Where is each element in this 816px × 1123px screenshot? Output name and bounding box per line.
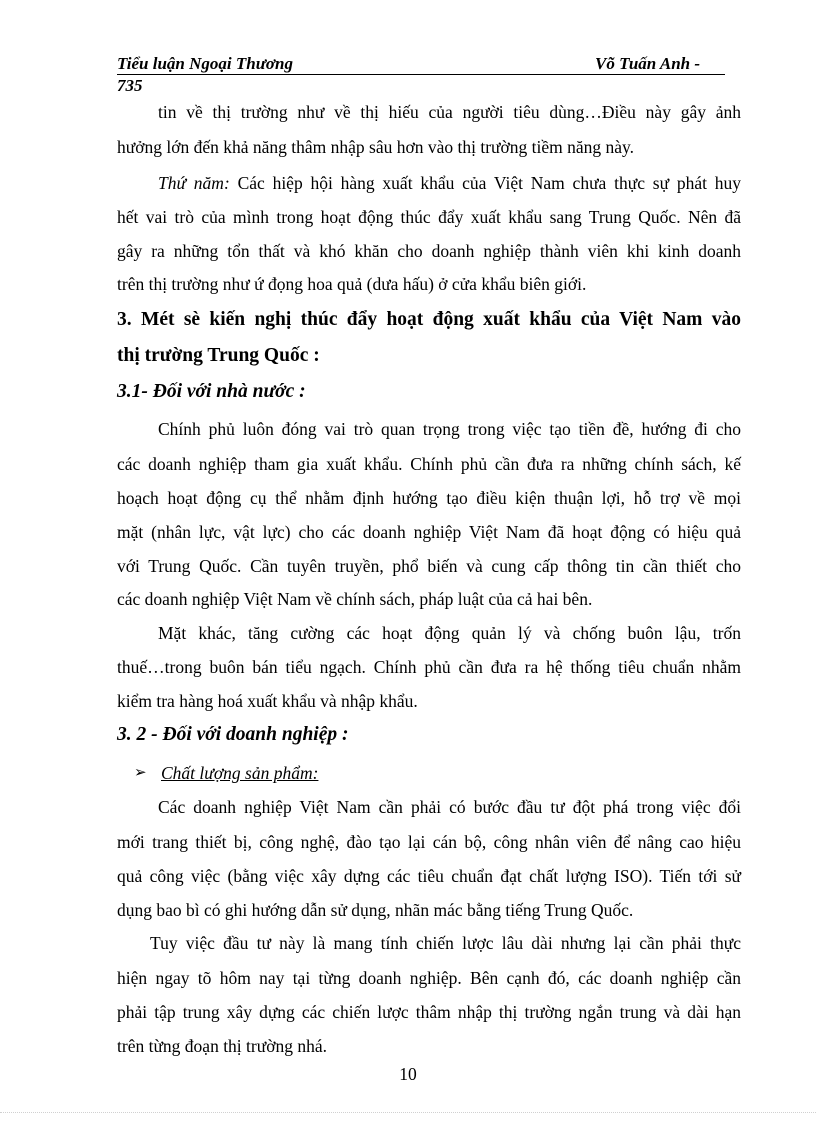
body-line: Chính phủ luôn đóng vai trò quan trọng trong việc tạo tiền đề, hướng đi cho xyxy=(158,419,741,439)
body-line: Các doanh nghiệp Việt Nam cần phải có bước đầu tư đột phá trong việc đổi xyxy=(158,797,741,817)
body-text: Các hiệp hội hàng xuất khẩu của Việt Nam chưa thực sự phát huy xyxy=(237,173,741,193)
page-number: 10 xyxy=(399,1064,417,1084)
body-line: hết vai trò của mình trong hoạt động thúc đẩy xuất khẩu sang Trung Quốc. Nên đã xyxy=(117,207,741,227)
bullet-label: Chất lượng sản phẩm: xyxy=(161,763,319,783)
section-heading: thị trường Trung Quốc : xyxy=(117,345,320,366)
body-line: mặt (nhân lực, vật lực) cho các doanh nghiệp Việt Nam đã hoạt động có hiệu quả xyxy=(117,522,741,542)
body-line: các doanh nghiệp Việt Nam về chính sách, pháp luật của cả hai bên. xyxy=(117,589,593,609)
footer-divider xyxy=(0,1112,816,1113)
paragraph-line xyxy=(158,172,741,194)
body-line: trên thị trường như ứ đọng hoa quả (dưa hấu) ở cửa khẩu biên giới. xyxy=(117,274,587,294)
body-line: phải tập trung xây dựng các chiến lược thâm nhập thị trường ngắn trung và dài hạn xyxy=(117,1002,741,1022)
header-number: 735 xyxy=(117,76,143,95)
body-line: với Trung Quốc. Cần tuyên truyền, phổ biến và cung cấp thông tin cần thiết cho xyxy=(117,556,741,576)
body-line: gây ra những tổn thất và khó khăn cho doanh nghiệp thành viên khi kinh doanh xyxy=(117,241,741,261)
header-author: Võ Tuấn Anh - xyxy=(595,54,701,73)
body-line: thuế…trong buôn bán tiểu ngạch. Chính phủ cần đưa ra hệ thống tiêu chuẩn nhằm xyxy=(117,657,741,677)
body-line: quả công việc (bằng việc xây dựng các tiêu chuẩn đạt chất lượng ISO). Tiến tới sử xyxy=(117,866,741,886)
body-line: mới trang thiết bị, công nghệ, đào tạo lại cán bộ, công nhân viên để nâng cao hiệu xyxy=(117,832,741,852)
page-header xyxy=(117,52,725,75)
body-line: tin về thị trường như về thị hiếu của người tiêu dùng…Điều này gây ảnh xyxy=(158,102,741,122)
section-heading: 3. Mét sè kiến nghị thúc đẩy hoạt động xuất khẩu của Việt Nam vào xyxy=(117,309,741,330)
body-line: hưởng lớn đến khả năng thâm nhập sâu hơn vào thị trường tiềm năng này. xyxy=(117,137,635,157)
body-line: kiểm tra hàng hoá xuất khẩu và nhập khẩu. xyxy=(117,691,418,711)
body-line: dụng bao bì có ghi hướng dẫn sử dụng, nhãn mác bằng tiếng Trung Quốc. xyxy=(117,900,634,920)
emphasis-label: Thứ năm: xyxy=(158,173,230,193)
body-line: hoạch hoạt động cụ thể nhằm định hướng tạo điều kiện thuận lợi, hỗ trợ về mọi xyxy=(117,488,741,508)
subsection-heading: 3. 2 - Đối với doanh nghiệp : xyxy=(117,724,349,745)
body-line: Tuy việc đầu tư này là mang tính chiến lược lâu dài nhưng lại cần phải thực xyxy=(150,933,741,953)
body-line: trên từng đoạn thị trường nhá. xyxy=(117,1036,327,1056)
subsection-heading: 3.1- Đối với nhà nước : xyxy=(117,381,306,402)
body-line: Mặt khác, tăng cường các hoạt động quản lý và chống buôn lậu, trốn xyxy=(158,623,741,643)
arrow-bullet-icon: ➢ xyxy=(134,765,147,781)
body-line: các doanh nghiệp tham gia xuất khẩu. Chính phủ cần đưa ra những chính sách, kế xyxy=(117,454,741,474)
header-title: Tiểu luận Ngoại Thương xyxy=(117,54,293,73)
body-line: hiện ngay tõ hôm nay tại từng doanh nghiệp. Bên cạnh đó, các doanh nghiệp cần xyxy=(117,968,741,988)
